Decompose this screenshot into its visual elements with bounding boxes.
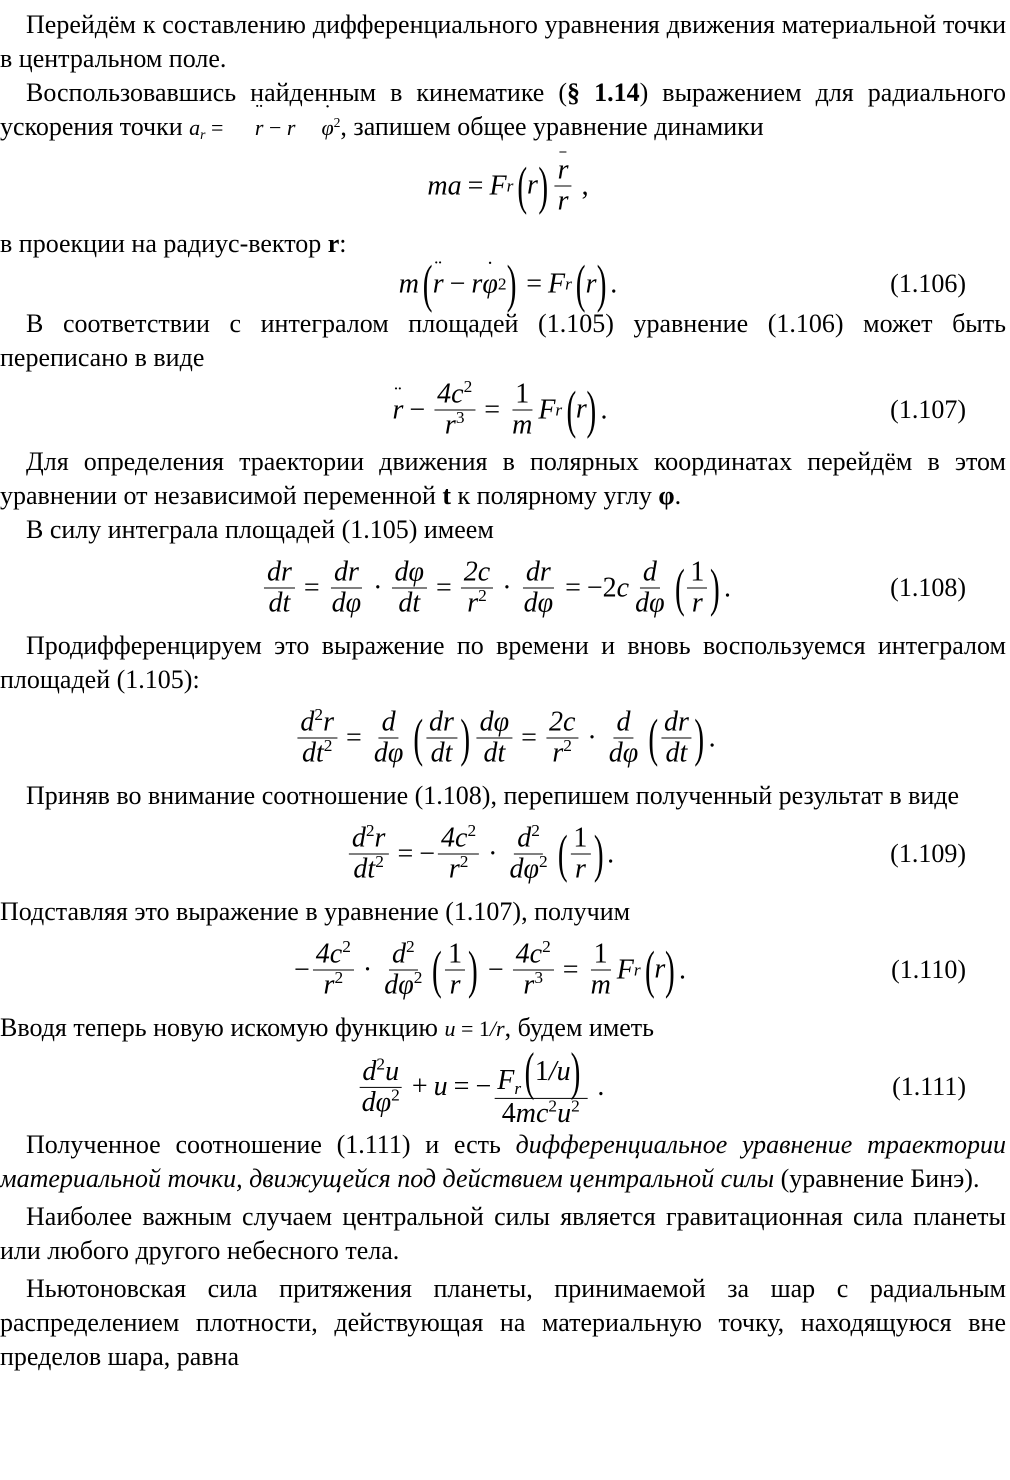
- equation-number: (1.107): [890, 395, 966, 424]
- equation-1-110: − $\frac{4c^2}{r^2}$ · $d^2$ $d\varphi^2$ ( 1 r ) − $\frac{4c^2}{r^3}$ = $\frac{1}{m}$ F r ( r ) . (1.110): [0, 929, 1006, 1011]
- paragraph-by-area-integral: В силу интеграла площадей (1.105) имеем: [26, 515, 494, 544]
- paragraph-differentiate: Продифференцируем это выражение по времени и вновь воспользуемся интегралом площадей (1.105):: [0, 631, 1006, 694]
- paragraph-binet-equation: Полученное соотношение (1.111) и есть дифференциальное уравнение траектории материальной точки, движущейся под действием центральной силы (уравнение Бинэ).: [0, 1130, 1006, 1193]
- paragraph-projection: в проекции на радиус-вектор r:: [0, 229, 347, 258]
- inline-formula-acceleration: $a_r$ = ¨ r − r˙ $\varphi^2$: [189, 115, 340, 140]
- equation-1-111: $d^2u$ $d\varphi^2$ + u = − $F_r$ ( 1 /u ) $4mc^2u^2$ . (1.111): [0, 1046, 1006, 1128]
- equation-number: (1.109): [890, 839, 966, 868]
- paragraph-polar-coordinates: Для определения траектории движения в полярных координатах перейдём в этом уравнении от независимой переменной t к полярному углу φ.: [0, 447, 1006, 510]
- inline-formula-u: u = 1/r: [444, 1016, 505, 1041]
- paragraph-gravitational-force: Наиболее важным случаем центральной силы является гравитационная сила планеты или любого другого небесного тела.: [0, 1202, 1006, 1265]
- section-reference: § 1.14: [567, 78, 640, 107]
- equation-number: (1.106): [890, 269, 966, 298]
- equation-number: (1.110): [891, 955, 966, 984]
- equation-second-derivative: $\frac{d^2r}{dt^2}$ = $\frac{d}{d\varphi}$ ( dr dt ) $\frac{d\varphi}{dt}$ = $\frac{2c}{r^2}$ · d dφ ( dr dt ) .: [0, 697, 1006, 779]
- equation-1-107: ¨ r − $\frac{4c^2}{r^3}$ = $\frac{1}{m}$ F r ( r ) . (1.107): [0, 375, 1006, 445]
- equation-1-108: $\frac{dr}{dt}$ = $\frac{dr}{d\varphi}$ · $\frac{d\varphi}{dt}$ = $\frac{2c}{r^2}$ · $\frac{dr}{d\varphi}$ = −2 c d dφ ( 1 r ) . (1.108): [0, 547, 1006, 629]
- emphasized-definition: дифференциальное уравнение траектории материальной точки, движущейся под действием центральной силы: [0, 1130, 1006, 1193]
- paragraph-new-function: Вводя теперь новую искомую функцию u = 1/r, будем иметь: [0, 1013, 655, 1042]
- equation-1-106: m ¨ ( r − r ˙ φ 2 ) = F r ( r ) . (1.106): [0, 261, 1006, 307]
- equation-1-109: $\frac{d^2r}{dt^2}$ = − $\frac{4c^2}{r^2}$ · $d^2$ $d\varphi^2$ ( 1 r ) . (1.109): [0, 813, 1006, 895]
- paragraph-substituting: Подставляя это выражение в уравнение (1.107), получим: [0, 897, 631, 926]
- document-page: [0, 8, 1006, 1374]
- equation-dynamics: ma = F r ( r ) r r ,: [0, 145, 1006, 227]
- equation-number: (1.111): [892, 1072, 966, 1101]
- paragraph-area-integral: В соответствии с интегралом площадей (1.105) уравнение (1.106) может быть переписано в виде: [0, 309, 1006, 372]
- paragraph-radial-acceleration: Воспользовавшись найденным в кинематике (§ 1.14) выражением для радиального ускорения точки $a_r$ = ¨ r − r˙ $\varphi^2$, запишем общее уравнение динамики: [0, 76, 1006, 145]
- paragraph-newton-force: Ньютоновская сила притяжения планеты, принимаемой за шар с радиальным распределением плотности, действующая на материальную точку, находящуюся вне пределов шара, равна: [0, 1274, 1006, 1371]
- equation-number: (1.108): [890, 573, 966, 602]
- paragraph-intro: Перейдём к составлению дифференциального уравнения движения материальной точки в центральном поле.: [0, 10, 1006, 73]
- paragraph-taking-into-account: Приняв во внимание соотношение (1.108), перепишем полученный результат в виде: [26, 781, 960, 810]
